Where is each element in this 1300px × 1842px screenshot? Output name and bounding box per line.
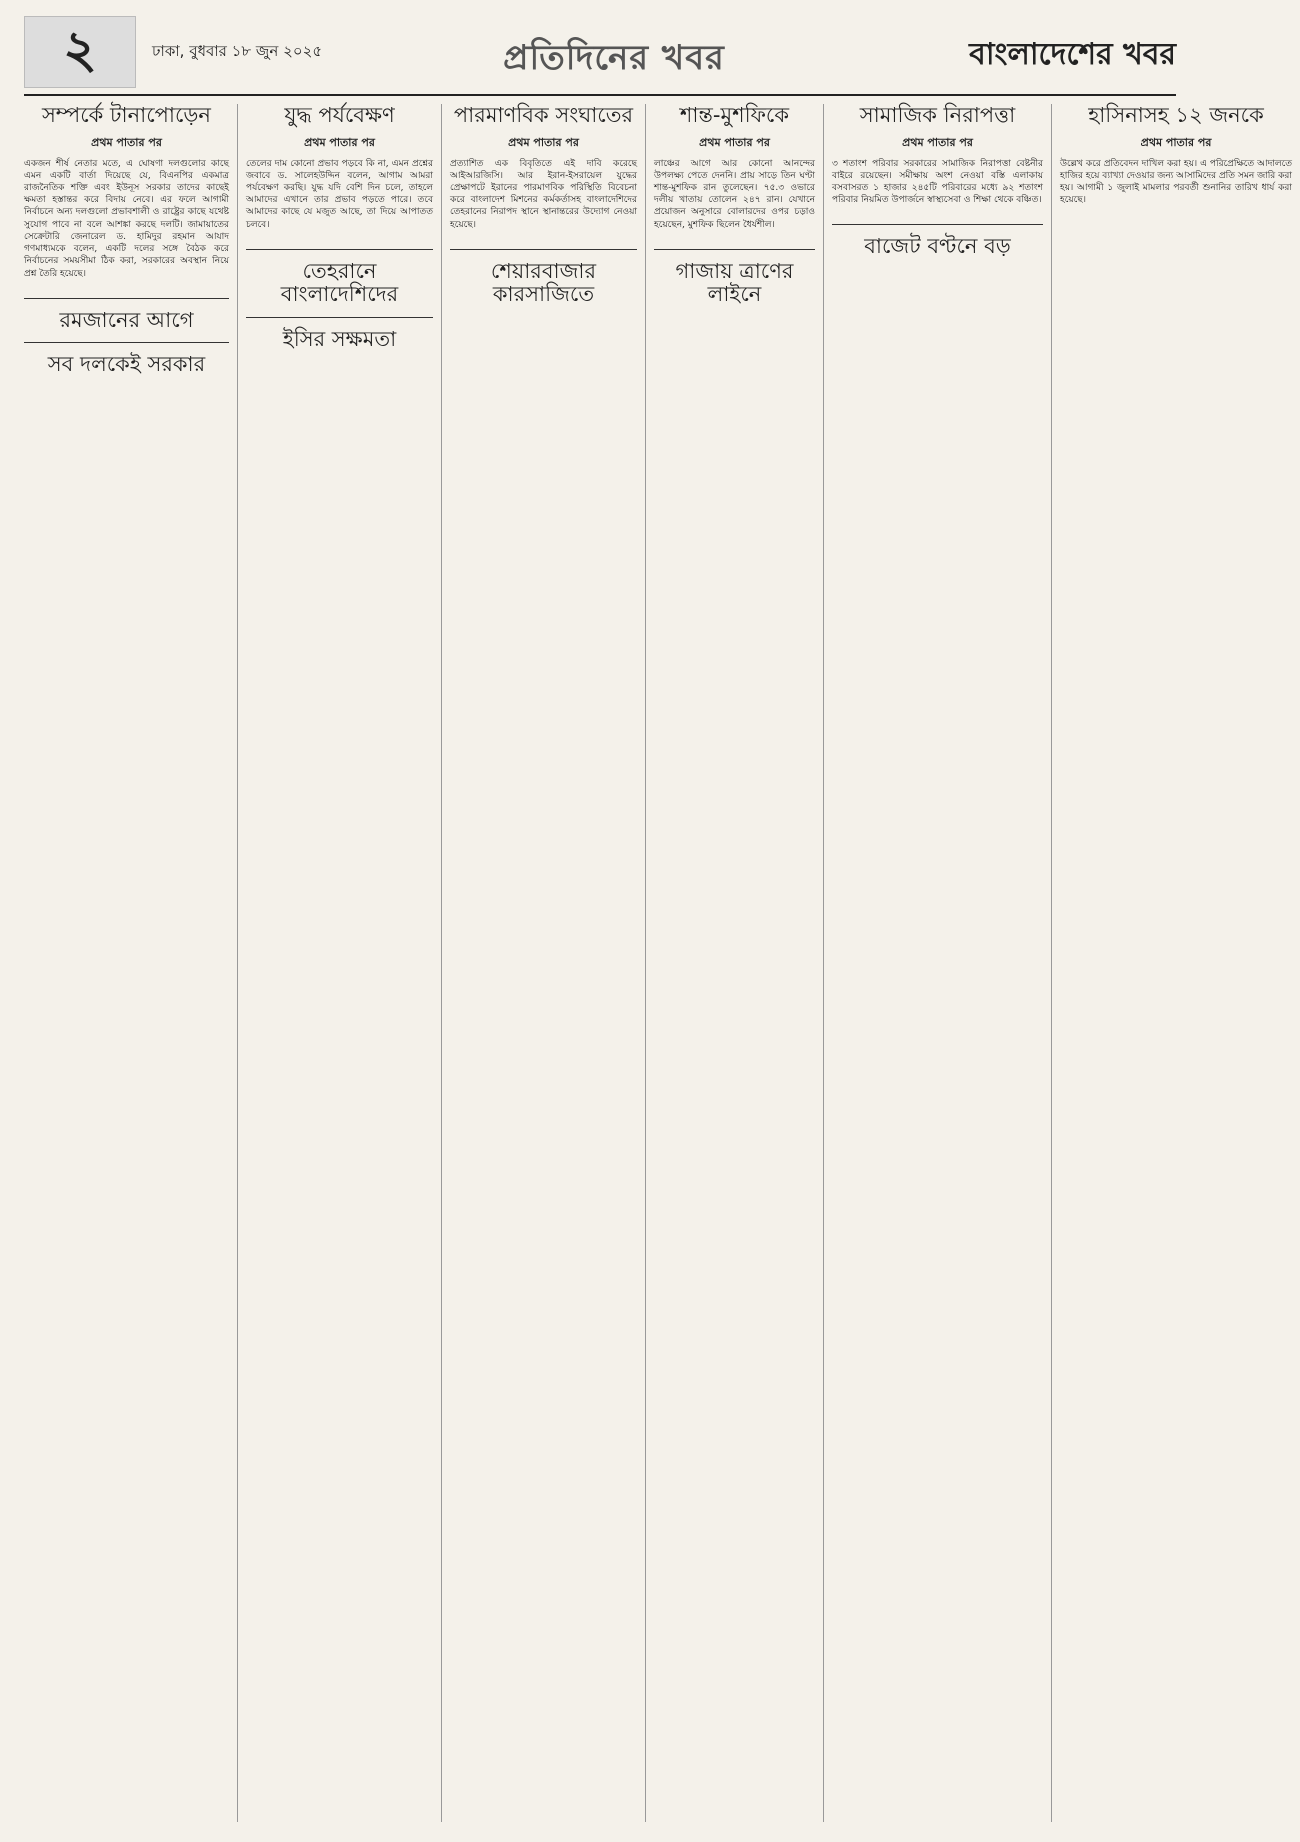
column-1 bbox=[24, 104, 238, 1822]
column-6 bbox=[1060, 104, 1300, 1822]
story-body: উল্লেখ করে প্রতিবেদন দাখিল করা হয়। এ পরিপ্রেক্ষিতে আদালতে হাজির হয়ে ব্যাখ্যা দেওয়ার জন্য আসামিদের প্রতি সমন জারি করা হয়। আগামী ১ জুলাই মামলার পরবর্তী শুনানির তারিখ ধার্য করা হয়েছে। bbox=[1060, 158, 1292, 206]
divider bbox=[24, 298, 229, 299]
story-6 bbox=[1060, 104, 1292, 206]
story-headline: পারমাণবিক সংঘাতের bbox=[453, 103, 634, 127]
story-subhead: প্রথম পাতার পর bbox=[902, 135, 973, 149]
story-body: একজন শীর্ষ নেতার মতে, এ ঘোষণা দলগুলোর কাছে এমন একটি বার্তা দিয়েছে যে, বিএনপির একমাত্র রাজনৈতিক শক্তি এবং ইউনূস সরকার তাদের কাছেই ক্ষমতা হস্তান্তর করে বিদায় নেবে। এর ফলে আগামী নির্বাচনে অন্য দলগুলো প্রভাবশালী ও রাষ্ট্রের কাছে যথেষ্ট সুযোগ পাবে না বলে আশঙ্কা করছে দলটি। জামায়াতের সেক্রেটারি জেনারেল ড. হামিদুর রহমান আযাদ গণমাধ্যমকে বলেন, একটি দলের সঙ্গে বৈঠক করে নির্বাচনের সময়সীমা ঠিক করা, সরকারের অবস্থান নিয়ে প্রশ্ন তৈরি হয়েছে। bbox=[24, 158, 229, 279]
story-2 bbox=[246, 104, 433, 231]
story-5 bbox=[832, 104, 1043, 206]
news-columns bbox=[24, 103, 1292, 1822]
story-subhead: প্রথম পাতার পর bbox=[91, 135, 162, 149]
story-4 bbox=[654, 104, 815, 231]
divider bbox=[654, 249, 815, 250]
story-subhead: প্রথম পাতার পর bbox=[1140, 135, 1212, 149]
column-2 bbox=[246, 104, 442, 1822]
column-4 bbox=[654, 104, 824, 1822]
story-headline: শান্ত-মুশফিকে bbox=[679, 103, 790, 127]
paper-name: প্রতিদিনের খবর bbox=[503, 38, 725, 78]
story-headline: তেহরানে বাংলাদেশিদের bbox=[280, 258, 399, 307]
story-headline: ইসির সক্ষমতা bbox=[282, 326, 397, 351]
story-subhead: প্রথম পাতার পর bbox=[508, 135, 579, 149]
masthead bbox=[24, 12, 1176, 96]
story-headline: যুদ্ধ পর্যবেক্ষণ bbox=[284, 103, 395, 127]
story-1 bbox=[24, 104, 229, 280]
column-5 bbox=[832, 104, 1052, 1822]
divider bbox=[450, 249, 637, 250]
divider bbox=[246, 317, 433, 318]
story-3 bbox=[450, 104, 637, 231]
story-body: প্রত্যাশিত এক বিবৃতিতে এই দাবি করেছে আইআরজিসি। আর ইরান-ইসরায়েল যুদ্ধের প্রেক্ষাপটে ইরানের পারমাণবিক পরিস্থিতি বিবেচনা করে বাংলাদেশ মিশনের কর্মকর্তাসহ বাংলাদেশিদের তেহরানের নিরাপদ স্থানে স্থানান্তরের উদ্যোগ নেওয়া হয়েছে। bbox=[450, 158, 637, 230]
story-subhead: প্রথম পাতার পর bbox=[699, 135, 770, 149]
page-number: ২ bbox=[24, 16, 136, 88]
story-headline: সম্পর্কে টানাপোড়েন bbox=[42, 103, 211, 127]
story-headline: রমজানের আগে bbox=[59, 307, 194, 332]
divider bbox=[246, 249, 433, 250]
story-headline: সামাজিক নিরাপত্তা bbox=[859, 103, 1016, 127]
story-headline: হাসিনাসহ ১২ জনকে bbox=[1088, 103, 1264, 127]
section-name: বাংলাদেশের খবর bbox=[969, 37, 1176, 72]
column-3 bbox=[450, 104, 646, 1822]
story-headline: বাজেট বণ্টনে বড় bbox=[864, 234, 1011, 259]
dateline: ঢাকা, বুধবার ১৮ জুন ২০২৫ bbox=[152, 42, 323, 60]
story-subhead: প্রথম পাতার পর bbox=[304, 135, 375, 149]
story-body: তেলের দাম কোনো প্রভাব পড়বে কি না, এমন প্রশ্নের জবাবে ড. সালেহউদ্দিন বলেন, আগাম আমরা পর্যবেক্ষণ করছি। যুদ্ধ যদি বেশি দিন চলে, তাহলে আমাদের এখানে তার প্রভাব পড়তে পারে। তবে আমাদের কাছে যে মজুত আছে, তা দিয়ে আপাতত চলবে। bbox=[246, 158, 433, 230]
story-headline: শেয়ারবাজার কারসাজিতে bbox=[490, 258, 597, 307]
divider bbox=[24, 342, 229, 343]
divider bbox=[832, 224, 1043, 225]
story-headline: গাজায় ত্রাণের লাইনে bbox=[675, 258, 794, 307]
story-headline: সব দলকেই সরকার bbox=[47, 352, 206, 377]
story-body: লাঞ্চের আগে আর কোনো আনন্দের উপলক্ষ্য পেতে দেননি। প্রায় সাড়ে তিন ঘণ্টা শান্ত-মুশফিক রান তুলেছেন। ৭৫.৩ ওভারে দলীয় খাতায় তোলেন ২৪৭ রান। যেখানে প্রয়োজন অনুসারে বোলারদের ওপর চড়াও হয়েছেন, মুশফিক ছিলেন ধৈর্যশীল। bbox=[654, 158, 815, 230]
story-body: ৩ শতাংশ পরিবার সরকারের সামাজিক নিরাপত্তা বেষ্টনীর বাইরে রয়েছেন। সমীক্ষায় অংশ নেওয়া বস্তি এলাকায় বসবাসরত ১ হাজার ২৪৫টি পরিবারের মধ্যে ৯২ শতাংশ পরিবার নিয়মিত উপার্জনে স্বাস্থ্যসেবা ও শিক্ষা থেকে বঞ্চিত। bbox=[832, 158, 1043, 206]
